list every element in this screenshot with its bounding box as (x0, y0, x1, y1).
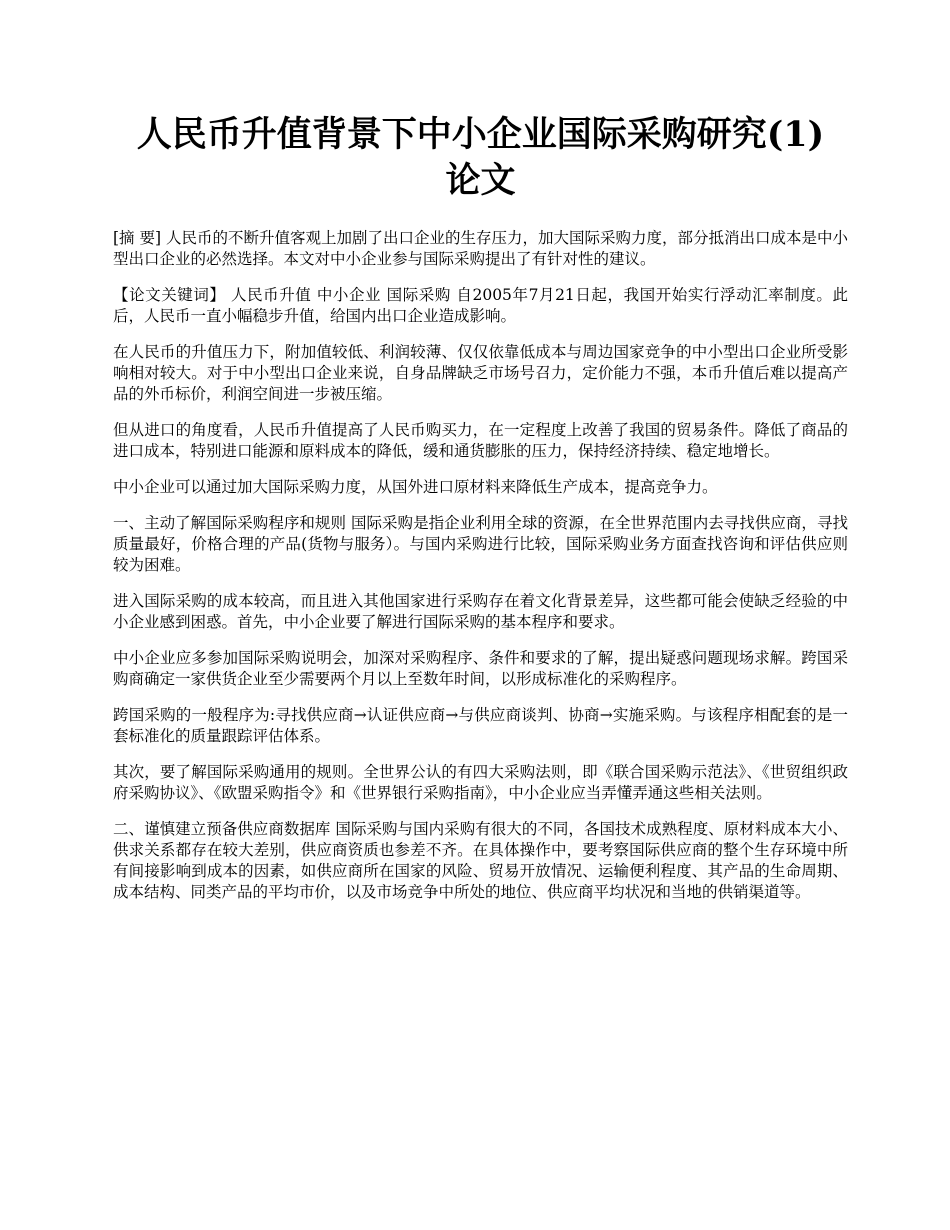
title-line-2: 论文 (445, 160, 516, 201)
title-line-1: 人民币升值背景下中小企业国际采购研究(1) (136, 114, 825, 155)
document-title (113, 112, 848, 204)
keywords-paragraph: 【论文关键词】 人民币升值 中小企业 国际采购 自2005年7月21日起，我国开始实行浮动汇率制度。此后，人民币一直小幅稳步升值，给国内出口企业造成影响。 (113, 286, 848, 325)
body-paragraph: 其次，要了解国际采购通用的规则。全世界公认的有四大采购法则，即《联合国采购示范法》、《世贸组织政府采购协议》、《欧盟采购指令》和《世界银行采购指南》，中小企业应当弄懂弄通这些相关法则。 (113, 763, 848, 802)
body-paragraph: 在人民币的升值压力下，附加值较低、利润较薄、仅仅依靠低成本与周边国家竞争的中小型出口企业所受影响相对较大。对于中小型出口企业来说，自身品牌缺乏市场号召力，定价能力不强，本币升值后难以提高产品的外币标价，利润空间进一步被压缩。 (113, 343, 848, 403)
body-paragraph: 跨国采购的一般程序为:寻找供应商→认证供应商→与供应商谈判、协商→实施采购。与该程序相配套的是一套标准化的质量跟踪评估体系。 (113, 706, 848, 745)
abstract-paragraph: [摘 要] 人民币的不断升值客观上加剧了出口企业的生存压力，加大国际采购力度，部分抵消出口成本是中小型出口企业的必然选择。本文对中小企业参与国际采购提出了有针对性的建议。 (113, 229, 848, 268)
body-paragraph: 进入国际采购的成本较高，而且进入其他国家进行采购存在着文化背景差异，这些都可能会使缺乏经验的中小企业感到困惑。首先，中小企业要了解进行国际采购的基本程序和要求。 (113, 592, 848, 631)
section-2-paragraph: 二、谨慎建立预备供应商数据库 国际采购与国内采购有很大的不同，各国技术成熟程度、原材料成本大小、供求关系都存在较大差别，供应商资质也参差不齐。在具体操作中，要考察国际供应商的整个生存环境中所有间接影响到成本的因素，如供应商所在国家的风险、贸易开放情况、运输便利程度、其产品的生命周期、成本结构、同类产品的平均市价，以及市场竞争中所处的地位、供应商平均状况和当地的供销渠道等。 (113, 820, 848, 901)
body-paragraph: 中小企业可以通过加大国际采购力度，从国外进口原材料来降低生产成本，提高竞争力。 (113, 478, 718, 496)
document-body (113, 228, 848, 903)
document-page (113, 112, 848, 918)
body-paragraph: 但从进口的角度看，人民币升值提高了人民币购买力，在一定程度上改善了我国的贸易条件。降低了商品的进口成本，特别进口能源和原料成本的降低，缓和通货膨胀的压力，保持经济持续、稳定地增长。 (113, 421, 848, 460)
body-paragraph: 中小企业应多参加国际采购说明会，加深对采购程序、条件和要求的了解，提出疑惑问题现场求解。跨国采购商确定一家供货企业至少需要两个月以上至数年时间，以形成标准化的采购程序。 (113, 649, 848, 688)
section-1-paragraph: 一、主动了解国际采购程序和规则 国际采购是指企业利用全球的资源，在全世界范围内去寻找供应商，寻找质量最好，价格合理的产品(货物与服务）。与国内采购进行比较，国际采购业务方面查找咨询和评估供应则较为困难。 (113, 514, 848, 574)
